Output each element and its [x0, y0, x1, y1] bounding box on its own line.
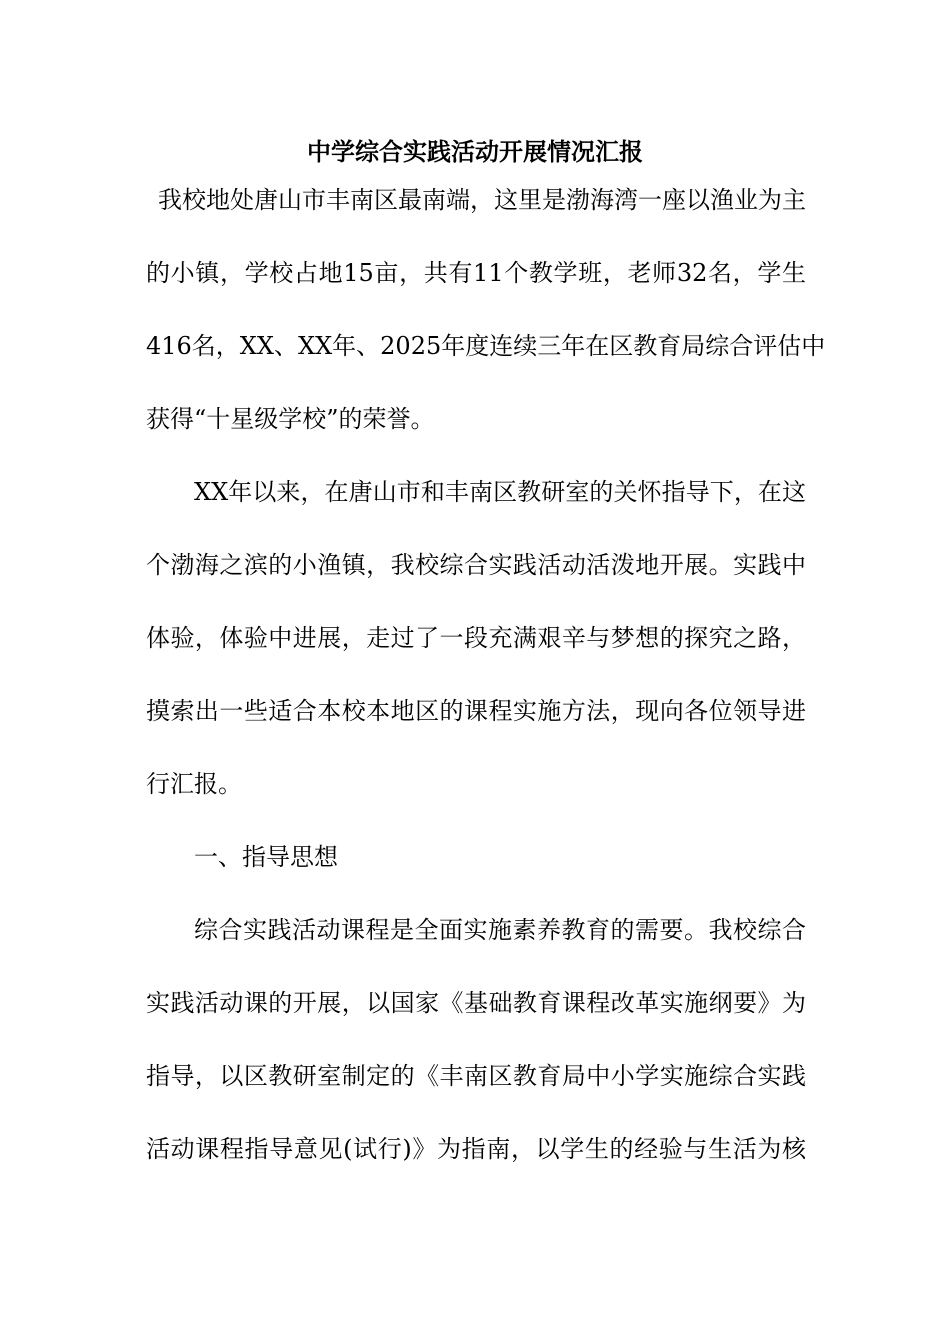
- paragraph-line: XX年以来，在唐山市和丰南区教研室的关怀指导下，在这: [194, 478, 806, 506]
- paragraph-line: 我校地处唐山市丰南区最南端，这里是渤海湾一座以渔业为主: [158, 186, 806, 214]
- paragraph-line: 指导，以区教研室制定的《丰南区教育局中小学实施综合实践: [146, 1062, 806, 1090]
- paragraph-line: 的小镇，学校占地15亩，共有11个教学班，老师32名，学生: [146, 259, 806, 287]
- paragraph-line: 获得“十星级学校”的荣誉。: [146, 405, 435, 433]
- paragraph-line: 体验，体验中进展，走过了一段充满艰辛与梦想的探究之路，: [146, 624, 806, 652]
- paragraph-line: 个渤海之滨的小渔镇，我校综合实践活动活泼地开展。实践中: [146, 551, 806, 579]
- paragraph-line: 活动课程指导意见(试行)》为指南，以学生的经验与生活为核: [146, 1135, 806, 1163]
- paragraph-line: 摸索出一些适合本校本地区的课程实施方法，现向各位领导进: [146, 697, 806, 725]
- paragraph-line: 416名，XX、XX年、2025年度连续三年在区教育局综合评估中: [146, 332, 826, 360]
- paragraph-line: 实践活动课的开展，以国家《基础教育课程改革实施纲要》为: [146, 989, 806, 1017]
- paragraph-line: 综合实践活动课程是全面实施素养教育的需要。我校综合: [194, 916, 806, 944]
- paragraph-line: 行汇报。: [146, 770, 242, 798]
- section-heading: 一、指导思想: [194, 843, 338, 871]
- document-title: 中学综合实践活动开展情况汇报: [307, 138, 643, 166]
